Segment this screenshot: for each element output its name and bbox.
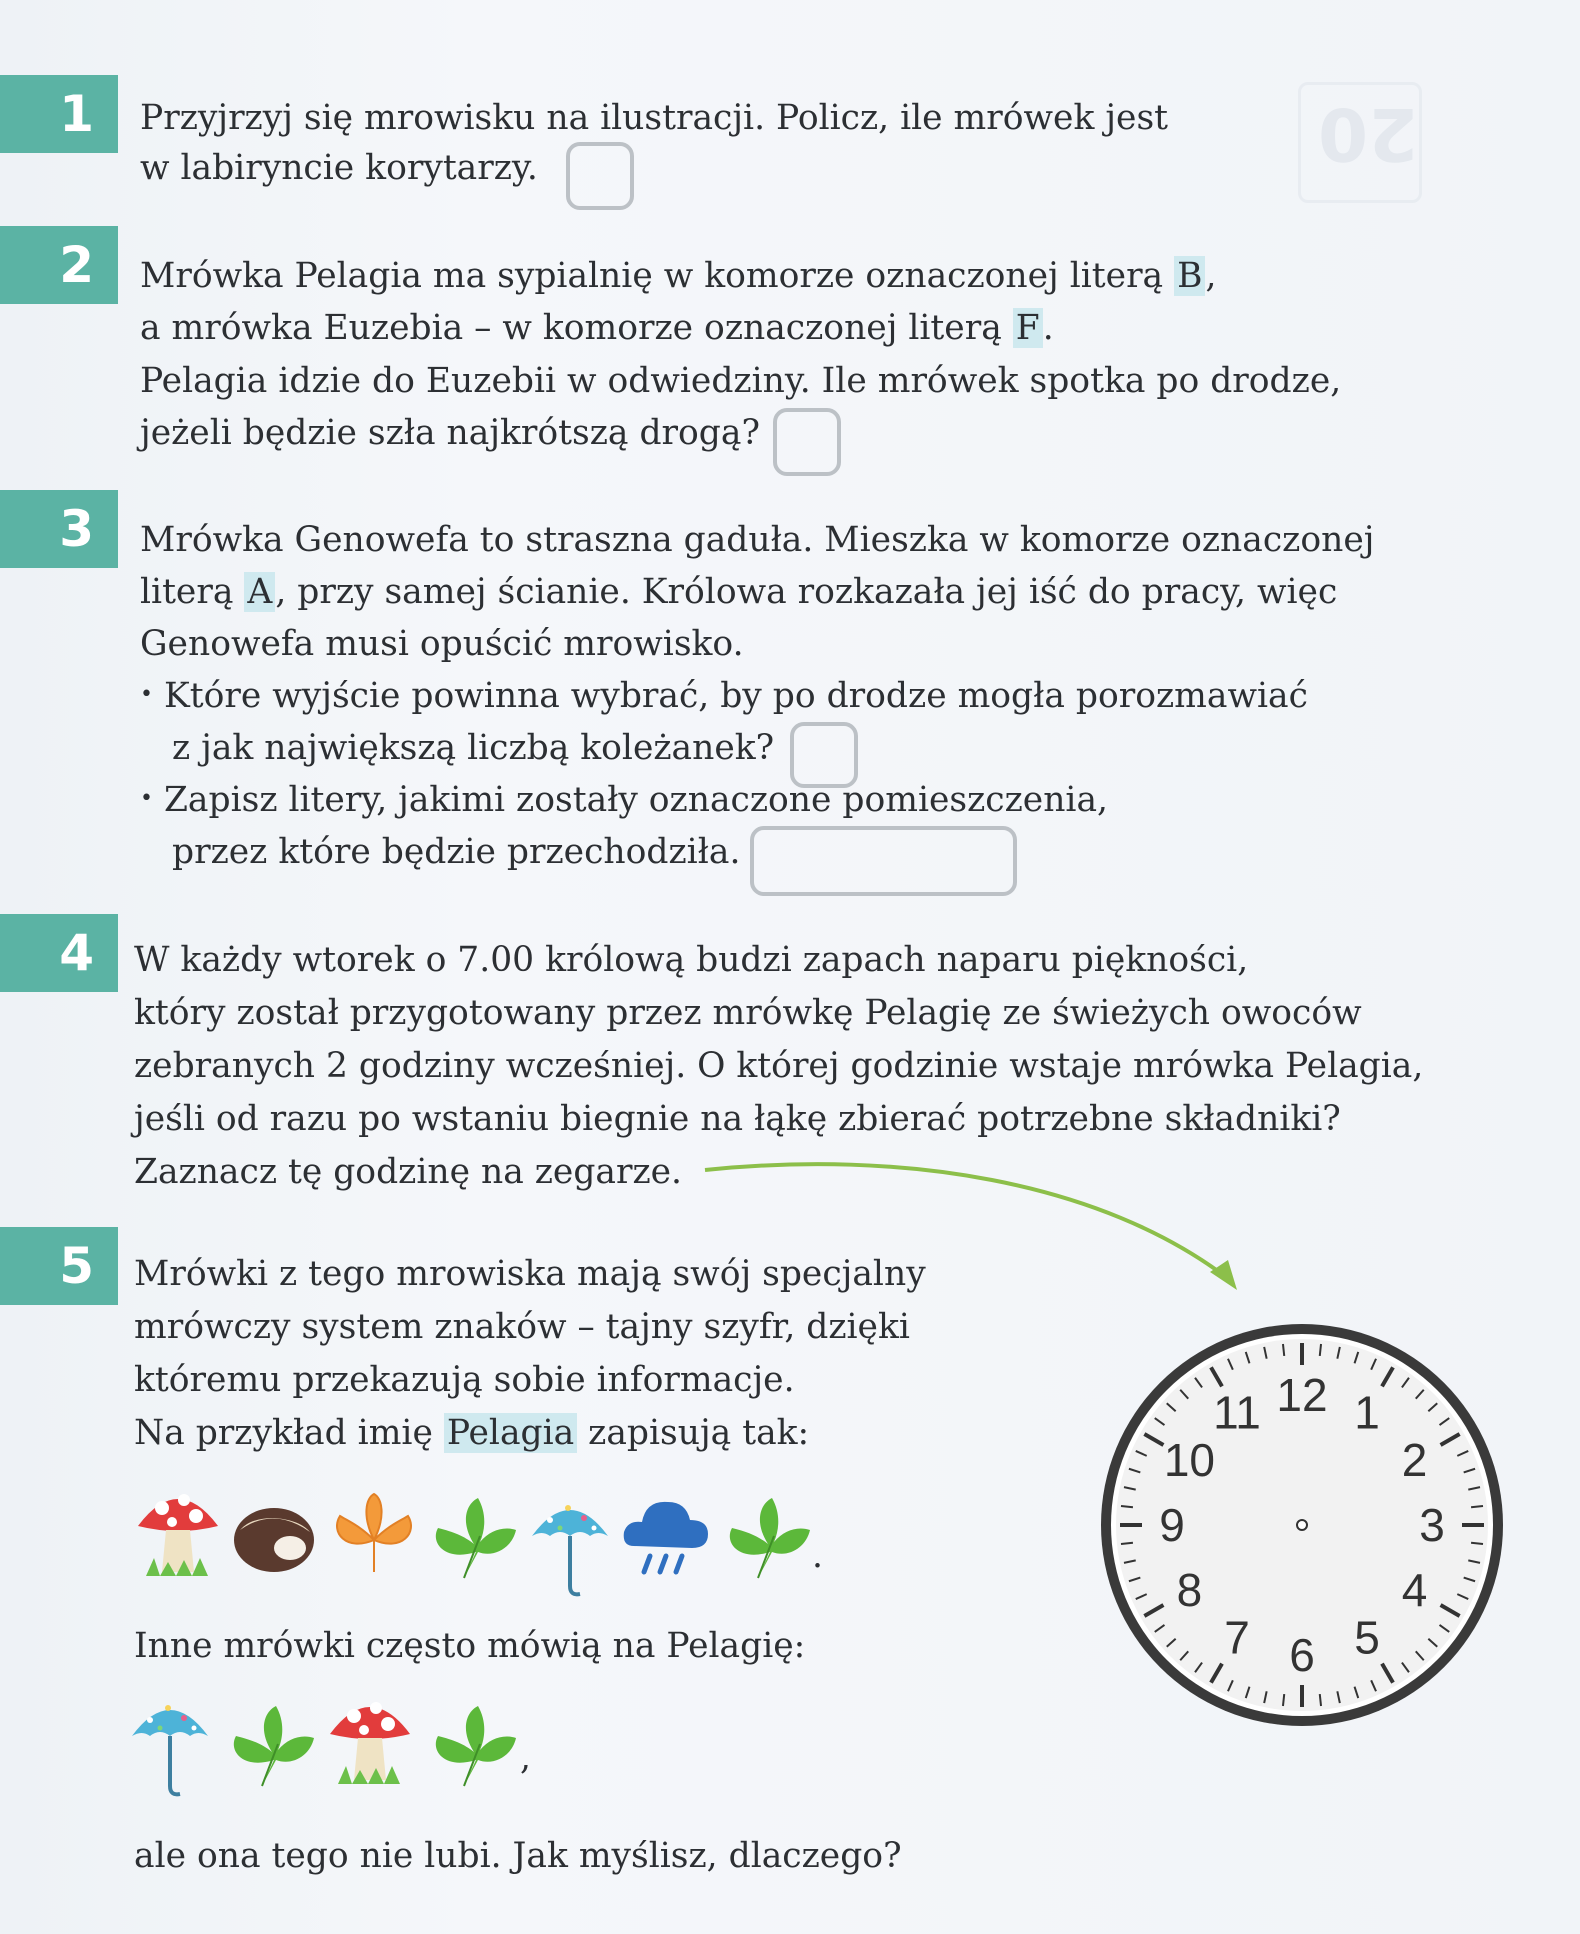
task-4-line-5: Zaznacz tę godzinę na zegarze. (134, 1152, 683, 1192)
green-leaf-icon (222, 1700, 318, 1792)
task-5-number: 5 (0, 1227, 118, 1305)
task-4-number: 4 (0, 914, 118, 992)
clock-number-9: 9 (1159, 1499, 1185, 1551)
clock-minute-tick (1320, 1344, 1321, 1356)
clock-minute-tick (1471, 1506, 1483, 1507)
letter-a-highlight: A (244, 572, 275, 612)
green-leaf-icon (718, 1492, 814, 1584)
clock-number-5: 5 (1354, 1611, 1380, 1664)
task-3-line-2: literą A, przy samej ścianie. Królowa rozkazała jej iść do pracy, więc (140, 572, 1338, 612)
clock-number-6: 6 (1289, 1629, 1315, 1681)
task-2-line-1: Mrówka Pelagia ma sypialnię w komorze oznaczonej literą B, (140, 256, 1217, 296)
mushroom-icon (324, 1688, 416, 1788)
bullet-dot: • (140, 786, 153, 811)
clock-number-10: 10 (1163, 1434, 1216, 1486)
task-5-line-1: Mrówki z tego mrowiska mają swój specjalny (134, 1254, 926, 1294)
clock-number-4: 4 (1401, 1564, 1428, 1616)
clock-minute-tick (1121, 1543, 1133, 1544)
clock-minute-tick (1121, 1506, 1133, 1507)
bullet-dot: • (140, 682, 153, 707)
clock-minute-tick (1471, 1543, 1483, 1544)
green-leaf-icon (424, 1492, 520, 1584)
task-5-line-3: któremu przekazują sobie informacje. (134, 1360, 795, 1400)
letter-f-highlight: F (1013, 308, 1043, 348)
task-5-question: ale ona tego nie lubi. Jak myślisz, dlaczego? (134, 1836, 902, 1876)
task-2-number: 2 (0, 226, 118, 304)
task-2-line-3: Pelagia idzie do Euzebii w odwiedziny. Ile mrówek spotka po drodze, (140, 361, 1342, 401)
rain-cloud-icon (620, 1490, 712, 1590)
task-5-example-line: Na przykład imię Pelagia zapisują tak: (134, 1413, 810, 1453)
task-2-answer-box[interactable] (773, 408, 841, 476)
orange-leaf-icon (326, 1492, 422, 1578)
task-3-line-1: Mrówka Genowefa to straszna gaduła. Mieszka w komorze oznaczonej (140, 520, 1375, 560)
task-5-other-line: Inne mrówki często mówią na Pelagię: (134, 1626, 806, 1666)
task-4-line-1: W każdy wtorek o 7.00 królową budzi zapach naparu piękności, (134, 940, 1249, 980)
mushroom-icon (132, 1480, 224, 1580)
task-5-line-2: mrówczy system znaków – tajny szyfr, dzięki (134, 1307, 910, 1347)
task-2-line-4: jeżeli będzie szła najkrótszą drogą? (140, 413, 760, 453)
cipher-row-comma: , (520, 1738, 531, 1778)
clock-face[interactable] (1095, 1318, 1509, 1732)
task-3-bullet-2-a: • Zapisz litery, jakimi zostały oznaczone pomieszczenia, (140, 780, 1109, 820)
clock-number-11: 11 (1213, 1386, 1261, 1439)
task-4-line-3: zebranych 2 godziny wcześniej. O której godzinie wstaje mrówka Pelagia, (134, 1046, 1424, 1086)
chestnut-icon (230, 1500, 322, 1576)
task-4-line-4: jeśli od razu po wstaniu biegnie na łąkę zbierać potrzebne składniki? (134, 1099, 1341, 1139)
clock-number-7: 7 (1224, 1611, 1250, 1664)
umbrella-icon (128, 1690, 212, 1800)
clock-number-12: 12 (1276, 1369, 1328, 1421)
clock-number-1: 1 (1354, 1386, 1380, 1439)
task-3-rooms-answer-box[interactable] (750, 826, 1017, 896)
pelagia-highlight: Pelagia (444, 1413, 577, 1453)
clock-icon (1095, 1318, 1509, 1732)
green-leaf-icon (424, 1700, 520, 1792)
clock-minute-tick (1283, 1694, 1284, 1706)
task-1-line-1: Przyjrzyj się mrowisku na ilustracji. Policz, ile mrówek jest (140, 98, 1169, 138)
cipher-row-period: . (812, 1536, 823, 1576)
task-3-bullet-2-b: przez które będzie przechodziła. (172, 832, 741, 872)
clock-minute-tick (1320, 1694, 1321, 1706)
show-through-badge-number: 20 (1318, 92, 1419, 176)
task-2-line-2: a mrówka Euzebia – w komorze oznaczonej literą F. (140, 308, 1054, 348)
task-1-line-2: w labiryncie korytarzy. (140, 148, 538, 188)
task-3-number: 3 (0, 490, 118, 568)
task-1-number: 1 (0, 75, 118, 153)
clock-number-8: 8 (1176, 1564, 1203, 1616)
task-3-bullet-1-a: • Które wyjście powinna wybrać, by po drodze mogła porozmawiać (140, 676, 1308, 716)
clock-number-3: 3 (1419, 1499, 1445, 1551)
umbrella-icon (528, 1490, 612, 1600)
clock-minute-tick (1283, 1344, 1284, 1356)
task-3-bullet-1-b: z jak największą liczbą koleżanek? (172, 728, 775, 768)
task-4-line-2: który został przygotowany przez mrówkę Pelagię ze świeżych owoców (134, 993, 1362, 1033)
task-3-line-3: Genowefa musi opuścić mrowisko. (140, 624, 744, 664)
letter-b-highlight: B (1174, 256, 1205, 296)
clock-number-2: 2 (1401, 1434, 1428, 1486)
task-1-answer-box[interactable] (566, 142, 634, 210)
